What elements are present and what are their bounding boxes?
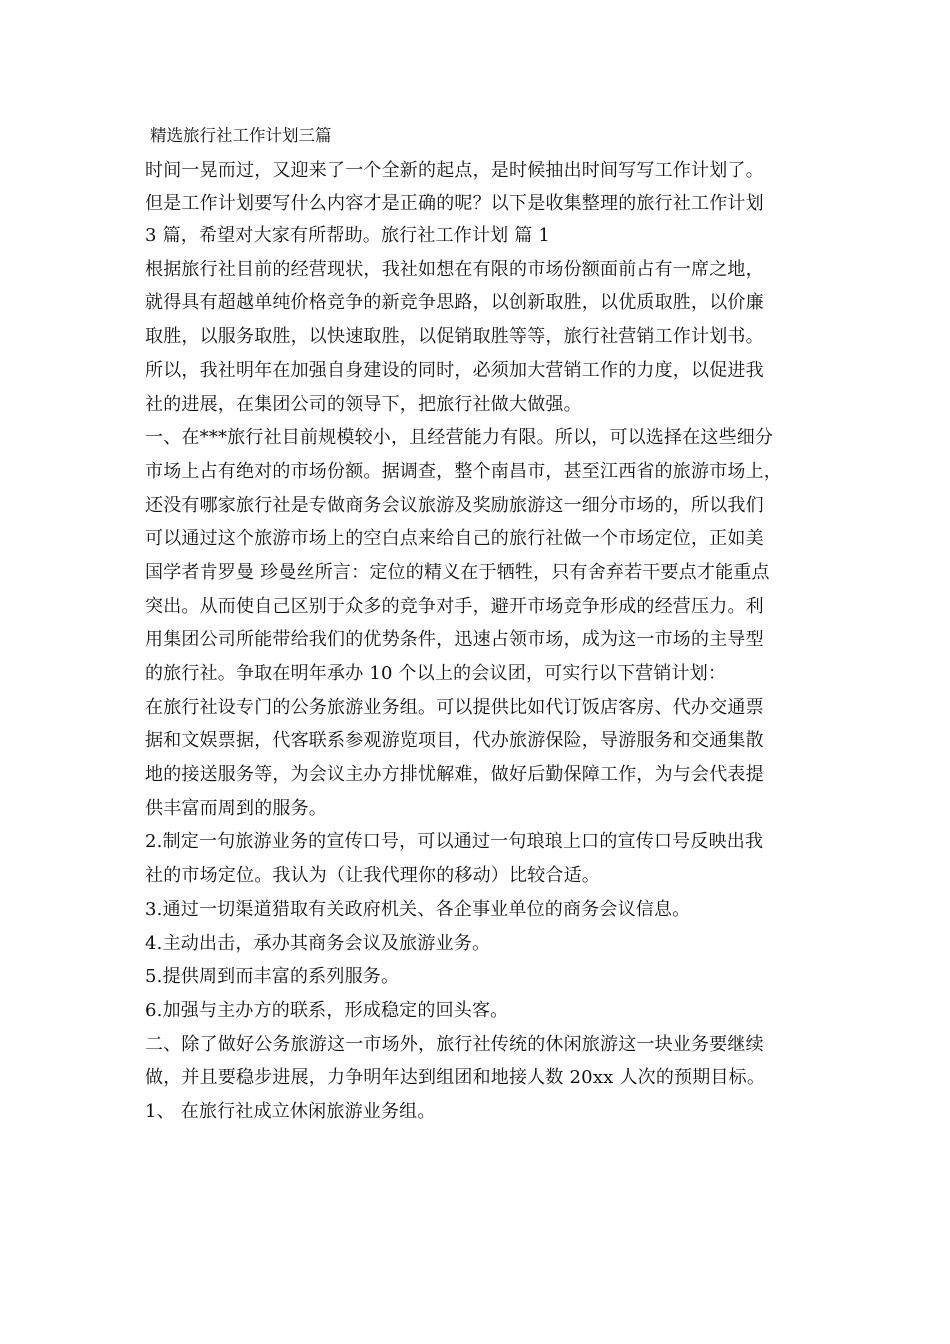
text-line: 的旅行社。争取在明年承办 10 个以上的会议团，可实行以下营销计划： <box>145 663 727 685</box>
text-line: 做，并且要稳步进展，力争明年达到组团和地接人数 20xx 人次的预期目标。 <box>145 1067 766 1089</box>
text-line: 就得具有超越单纯价格竞争的新竞争思路，以创新取胜，以优质取胜，以价廉 <box>145 292 764 314</box>
text-line: 所以，我社明年在加强自身建设的同时，必须加大营销工作的力度，以促进我 <box>145 359 764 381</box>
text-line: 可以通过这个旅游市场上的空白点来给自己的旅行社做一个市场定位，正如美 <box>145 528 764 550</box>
text-line: 取胜，以服务取胜，以快速取胜，以促销取胜等等，旅行社营销工作计划书。 <box>145 326 764 348</box>
text-line: 社的市场定位。我认为（让我代理你的移动）比较合适。 <box>145 865 600 887</box>
text-line: 5.提供周到而丰富的系列服务。 <box>145 966 400 988</box>
text-line: 用集团公司所能带给我们的优势条件，迅速占领市场，成为这一市场的主导型 <box>145 629 764 651</box>
text-line: 二、除了做好公务旅游这一市场外，旅行社传统的休闲旅游这一块业务要继续 <box>145 1033 764 1055</box>
text-line: 还没有哪家旅行社是专做商务会议旅游及奖励旅游这一细分市场的，所以我们 <box>145 494 764 516</box>
text-line: 但是工作计划要写什么内容才是正确的呢？以下是收集整理的旅行社工作计划 <box>145 192 764 214</box>
text-line: 国学者肯罗曼 珍曼丝所言：定位的精义在于牺牲，只有舍弃若干要点才能重点 <box>145 561 770 583</box>
text-line: 根据旅行社目前的经营现状，我社如想在有限的市场份额面前占有一席之地， <box>145 258 764 280</box>
document-title: 精选旅行社工作计划三篇 <box>150 126 332 145</box>
text-line: 突出。从而使自己区别于众多的竞争对手，避开市场竞争形成的经营压力。利 <box>145 595 764 617</box>
text-line: 3 篇，希望对大家有所帮助。旅行社工作计划 篇 1 <box>145 225 551 247</box>
text-line: 4.主动出击，承办其商务会议及旅游业务。 <box>145 932 491 954</box>
text-line: 地的接送服务等，为会议主办方排忧解难，做好后勤保障工作，为与会代表提 <box>145 764 764 786</box>
text-line: 1、 在旅行社成立休闲旅游业务组。 <box>145 1100 436 1122</box>
text-line: 一、在***旅行社目前规模较小，且经营能力有限。所以，可以选择在这些细分 <box>145 427 774 449</box>
text-line: 供丰富而周到的服务。 <box>145 797 327 819</box>
text-line: 社的进展，在集团公司的领导下，把旅行社做大做强。 <box>145 393 582 415</box>
text-line: 时间一晃而过，又迎来了一个全新的起点，是时候抽出时间写写工作计划了。 <box>145 160 764 181</box>
text-line: 6.加强与主办方的联系，形成稳定的回头客。 <box>145 999 509 1021</box>
text-line: 市场上占有绝对的市场份额。据调查，整个南昌市，甚至江西省的旅游市场上， <box>145 460 782 482</box>
document-body <box>145 155 815 1129</box>
text-line: 据和文娱票据，代客联系参观游览项目，代办旅游保险，导游服务和交通集散 <box>145 730 764 752</box>
text-line: 2.制定一句旅游业务的宣传口号，可以通过一句琅琅上口的宣传口号反映出我 <box>145 831 764 853</box>
text-line: 3.通过一切渠道猎取有关政府机关、各企事业单位的商务会议信息。 <box>145 898 691 920</box>
text-line: 在旅行社设专门的公务旅游业务组。可以提供比如代订饭店客房、代办交通票 <box>145 696 764 718</box>
